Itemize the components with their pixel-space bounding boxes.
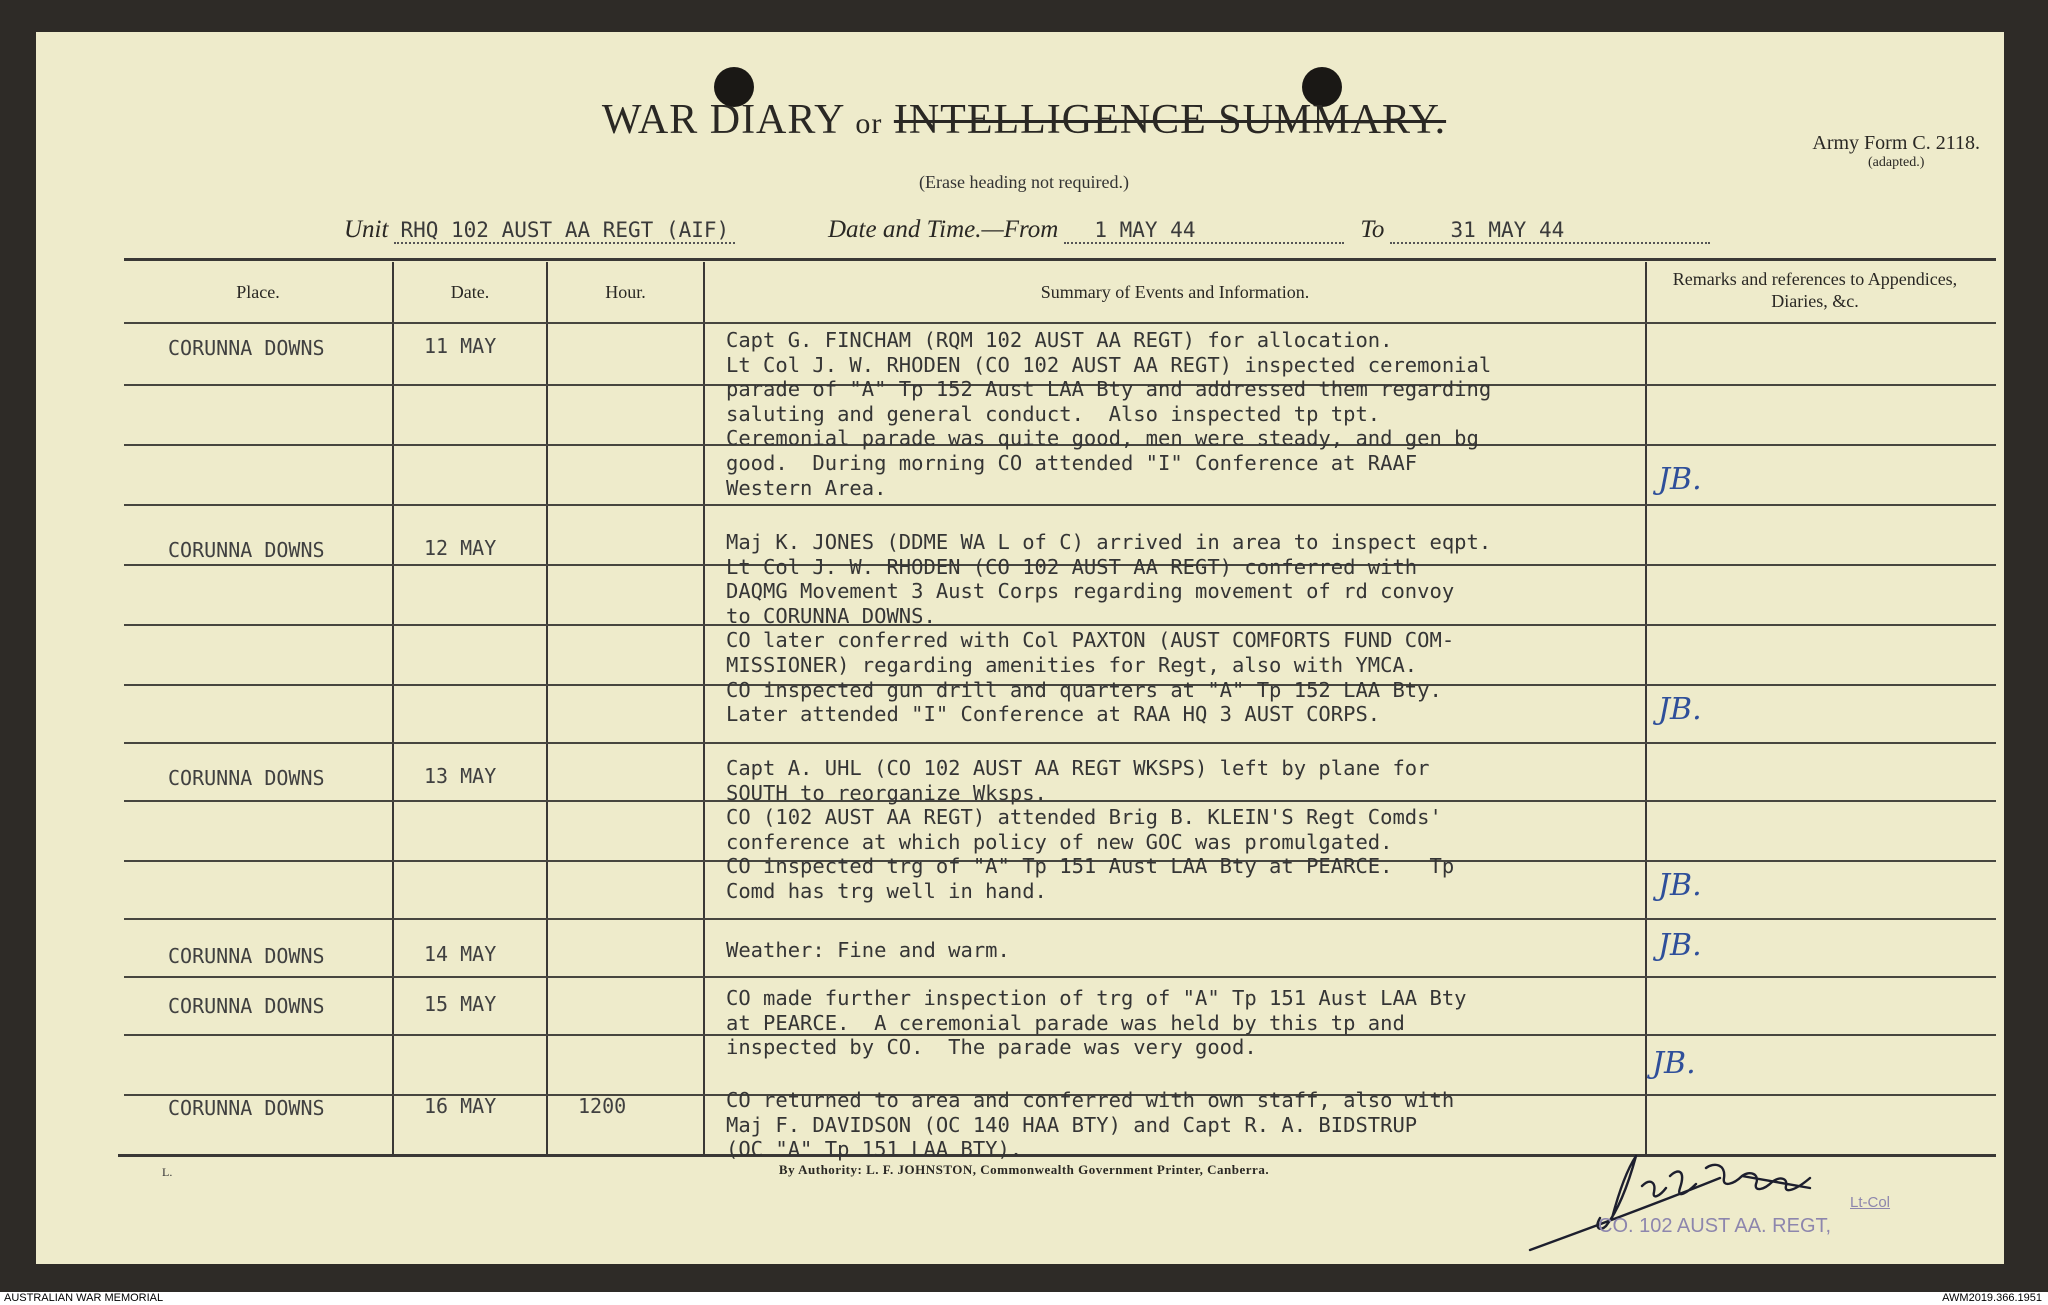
ruled-line (124, 504, 1996, 506)
entry-summary: CO made further inspection of trg of "A" Tp 151 Aust LAA Bty at PEARCE. A ceremonial parade was held by this tp and inspected by CO. The parade was very good. (726, 986, 1467, 1060)
entry-summary: Weather: Fine and warm. (726, 938, 1010, 962)
header-date: Date. (450, 282, 490, 302)
col-divider-summary (1645, 262, 1647, 1154)
unit-stamp: CO. 102 AUST AA. REGT, (1598, 1215, 1832, 1237)
signature (1510, 1148, 1840, 1258)
entry-date: 16 MAY (424, 1094, 497, 1118)
entry-summary: Capt A. UHL (CO 102 AUST AA REGT WKSPS) left by plane for SOUTH to reorganize Wksps. CO (102 AUST AA REGT) attended Brig B. KLEIN'S Regt Comds' conference at which policy of new GOC was promulgated. CO inspected trg of "A" Tp 151 Aust LAA Bty at PEARCE. Tp Comd has trg well in hand. (726, 756, 1455, 903)
date-from: 1 MAY 44 (1064, 218, 1344, 244)
entry-place: CORUNNA DOWNS (168, 766, 325, 790)
entry-initials: JB. (1658, 868, 1702, 903)
entry-place: CORUNNA DOWNS (168, 336, 325, 360)
entry-date: 14 MAY (424, 942, 497, 966)
unit-row (344, 216, 735, 244)
header-summary: Summary of Events and Information. (1040, 282, 1310, 302)
entry-place: CORUNNA DOWNS (168, 538, 325, 562)
stamp-rank: Lt-Col (1850, 1194, 1891, 1211)
ruled-line (124, 742, 1996, 744)
date-row (828, 216, 1710, 244)
form-number: Army Form C. 2118. (1812, 132, 1980, 154)
entry-date: 12 MAY (424, 536, 497, 560)
entry-summary: CO returned to area and conferred with own staff, also with Maj F. DAVIDSON (OC 140 HAA BTY) and Capt R. A. BIDSTRUP (OC "A" Tp 151 LAA BTY). (726, 1088, 1455, 1162)
title-or: or (855, 107, 883, 140)
date-to: 31 MAY 44 (1390, 218, 1710, 244)
col-divider-place (392, 262, 394, 1154)
entry-date: 11 MAY (424, 334, 497, 358)
form-adapted: (adapted.) (1868, 155, 1925, 170)
to-label: To (1360, 216, 1385, 243)
ruled-line (124, 918, 1996, 920)
entry-place: CORUNNA DOWNS (168, 994, 325, 1018)
unit-label: Unit (344, 216, 389, 243)
header-remarks: Remarks and references to Appendices, Diaries, &c. (1672, 269, 1958, 311)
entry-summary: Capt G. FINCHAM (RQM 102 AUST AA REGT) for allocation. Lt Col J. W. RHODEN (CO 102 AUST AA REGT) inspected ceremonial parade of "A" Tp 152 Aust LAA Bty and addressed them regarding saluting and general conduct. Also inspected tp tpt. Ceremonial parade was quite good, men were steady, and gen bg good. During morning CO attended "I" Conference at RAAF Western Area. (726, 328, 1492, 500)
form-number-block (1812, 132, 1980, 171)
entry-date: 13 MAY (424, 764, 497, 788)
entry-summary: Maj K. JONES (DDME WA L of C) arrived in area to inspect eqpt. Lt Col J. W. RHODEN (CO 102 AUST AA REGT) conferred with DAQMG Movement 3 Aust Corps regarding movement of rd convoy to CORUNNA DOWNS. CO later conferred with Col PAXTON (AUST COMFORTS FUND COM- MISSIONER) regarding amenities for Regt, also with YMCA. CO inspected gun drill and quarters at "A" Tp 152 LAA Bty. Later attended "I" Conference at RAA HQ 3 AUST CORPS. (726, 530, 1492, 727)
ruled-line (124, 976, 1996, 978)
entry-hour: 1200 (578, 1094, 627, 1118)
page-title (0, 96, 2048, 144)
unit-value: RHQ 102 AUST AA REGT (AIF) (394, 218, 735, 244)
entry-initials: JB. (1658, 692, 1702, 727)
entry-place: CORUNNA DOWNS (168, 1096, 325, 1120)
header-hour: Hour. (605, 282, 646, 302)
date-label: Date and Time.—From (828, 216, 1059, 243)
entry-place: CORUNNA DOWNS (168, 944, 325, 968)
form-l-mark: L. (162, 1165, 173, 1179)
table-top-rule (124, 258, 1996, 261)
printer-authority: By Authority: L. F. JOHNSTON, Commonwealth Government Printer, Canberra. (778, 1162, 1270, 1177)
entry-date: 15 MAY (424, 992, 497, 1016)
col-divider-hour (703, 262, 705, 1154)
archive-reference: AWM2019.366.1951 (1942, 1292, 2042, 1304)
title-struck-heading: INTELLIGENCE SUMMARY. (893, 97, 1447, 143)
title-main: WAR DIARY (601, 97, 844, 143)
erase-note: (Erase heading not required.) (919, 172, 1129, 192)
entry-initials: JB. (1658, 928, 1702, 963)
archive-label: AUSTRALIAN WAR MEMORIAL (4, 1292, 164, 1304)
entry-initials: JB. (1658, 462, 1702, 497)
col-divider-date (546, 262, 548, 1154)
entry-initials: JB. (1652, 1046, 1696, 1081)
ruled-line (124, 322, 1996, 324)
header-place: Place. (236, 282, 280, 302)
